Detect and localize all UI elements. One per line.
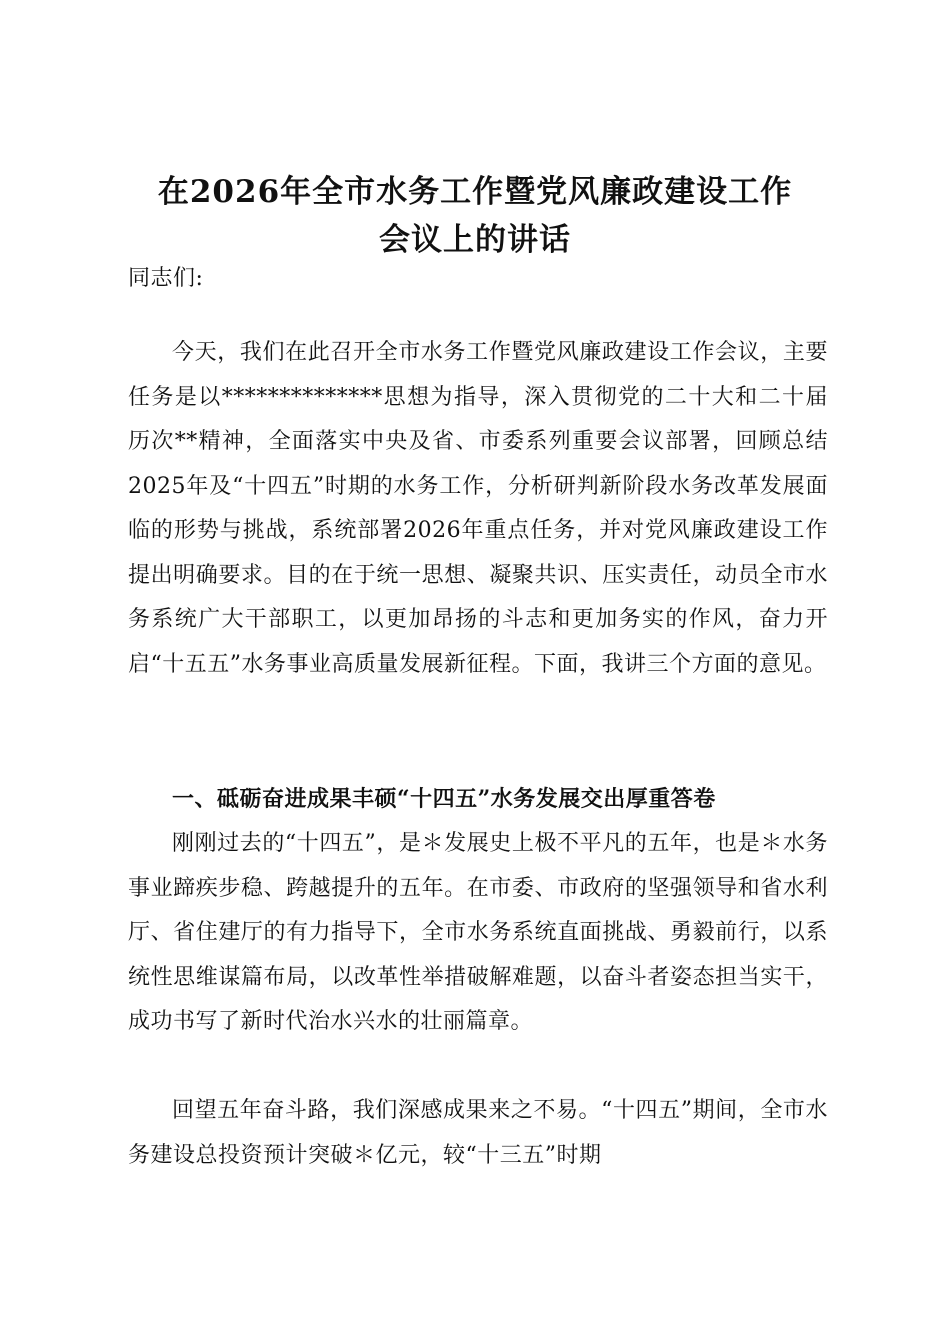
paragraph-opening: 今天，我们在此召开全市水务工作暨党风廉政建设工作会议，主要任务是以**************思想为指导，深入贯彻党的二十大和二十届历次**精神，全面落实中央及省、市委系列重要会议部署，回顾总结2025年及“十四五”时期的水务工作，分析研判新阶段水务改革发展面临的形势与挑战，系统部署2026年重点任务，并对党风廉政建设工作提出明确要求。目的在于统一思想、凝聚共识、压实责任，动员全市水务系统广大干部职工，以更加昂扬的斗志和更加务实的作风，奋力开启“十五五”水务事业高质量发展新征程。下面，我讲三个方面的意见。 [128, 340, 828, 677]
document-title-line-1: 在2026年全市水务工作暨党风廉政建设工作 [157, 174, 793, 210]
section-heading-1: 一、砥砺奋进成果丰硕“十四五”水务发展交出厚重答卷 [172, 786, 716, 812]
salutation: 同志们: [128, 266, 204, 291]
paragraph-achievements: 回望五年奋斗路，我们深感成果来之不易。“十四五”期间，全市水务建设总投资预计突破＊亿元，较“十三五”时期 [128, 1098, 828, 1168]
document-title-line-2: 会议上的讲话 [379, 222, 571, 258]
paragraph-review: 刚刚过去的“十四五”，是＊发展史上极不平凡的五年，也是＊水务事业蹄疾步稳、跨越提升的五年。在市委、市政府的坚强领导和省水利厅、省住建厅的有力指导下，全市水务系统直面挑战、勇毅前行，以系统性思维谋篇布局，以改革性举措破解难题，以奋斗者姿态担当实干，成功书写了新时代治水兴水的壮丽篇章。 [128, 831, 828, 1034]
